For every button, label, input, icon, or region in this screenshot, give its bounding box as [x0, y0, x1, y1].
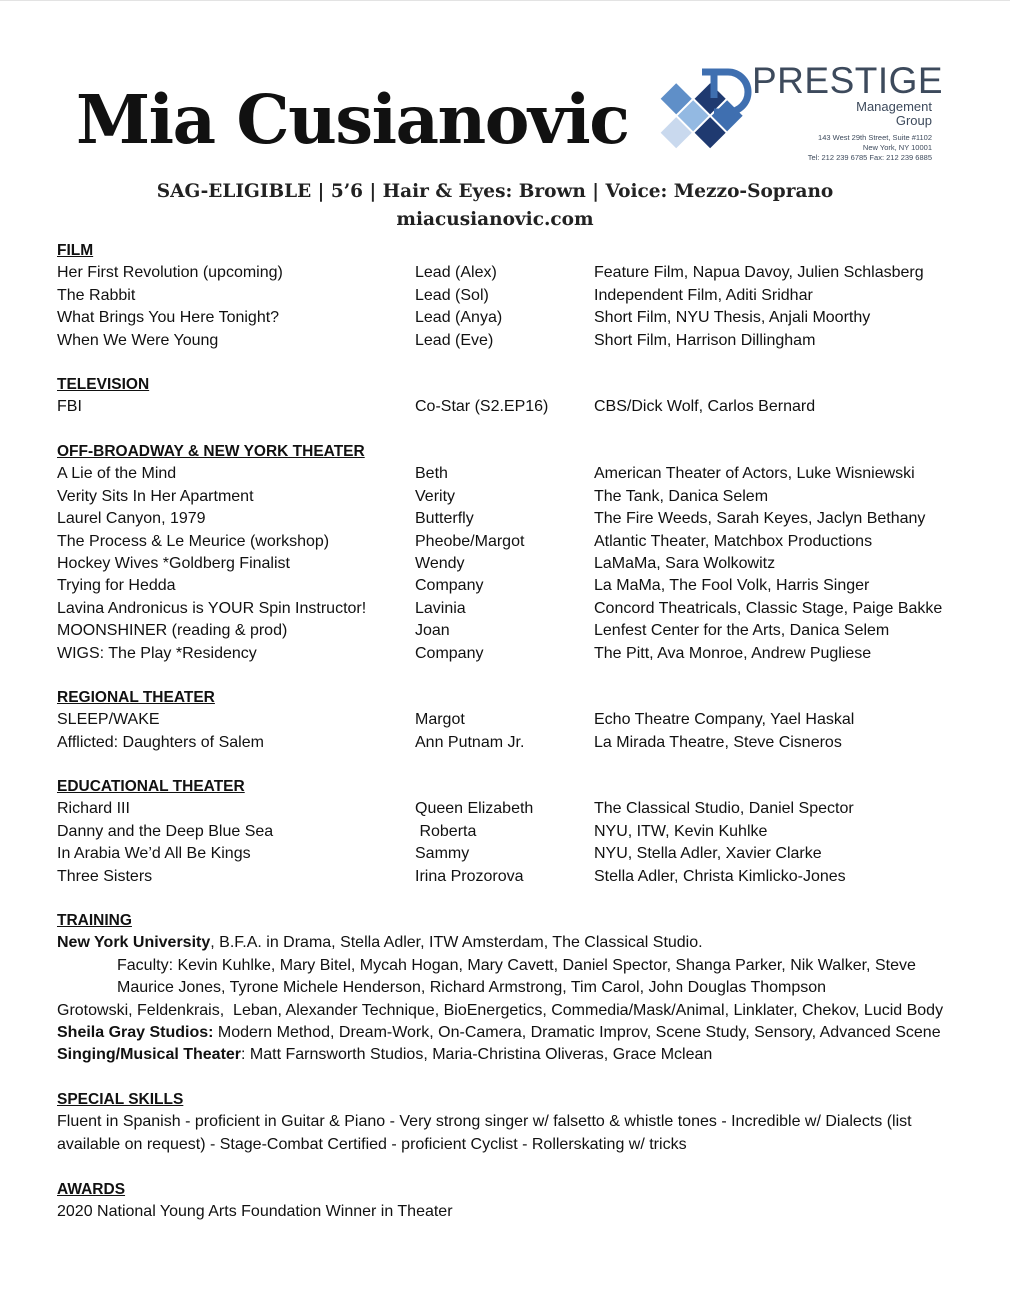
section-heading: SPECIAL SKILLS: [57, 1091, 184, 1108]
credit-row: [57, 285, 957, 307]
actor-name: Mia Cusianovic: [76, 80, 629, 159]
training-singing-label: Singing/Musical Theater: [57, 1046, 242, 1064]
credit-title: Afflicted: Daughters of Salem: [57, 733, 264, 751]
credit-info: American Theater of Actors, Luke Wisniewski: [594, 465, 915, 483]
training-section: [57, 910, 957, 1067]
credit-title: Her First Revolution (upcoming): [57, 264, 283, 282]
credit-role: Lead (Alex): [415, 264, 497, 282]
actor-stats: SAG-ELIGIBLE | 5’6 | Hair & Eyes: Brown | Voice: Mezzo-Soprano: [156, 181, 834, 202]
credit-role: Pheobe/Margot: [415, 532, 525, 550]
credit-role: Lead (Sol): [415, 286, 489, 304]
credit-row: [57, 463, 957, 485]
agency-line2: Group: [895, 113, 932, 128]
section-heading: TELEVISION: [57, 376, 150, 393]
training-methods: Grotowski, Feldenkrais, Leban, Alexander Technique, BioEnergetics, Commedia/Mask/Animal, Linklater, Chekov, Lucid Body: [57, 1001, 944, 1019]
training-sheila: [57, 1022, 957, 1044]
credit-row: [57, 643, 957, 665]
credit-role: Co-Star (S2.EP16): [415, 398, 549, 416]
credit-title: Trying for Hedda: [57, 577, 176, 595]
credit-role: Company: [415, 577, 484, 595]
credit-row: [57, 798, 957, 820]
television-section: [57, 374, 957, 419]
credit-role: Wendy: [415, 554, 465, 572]
awards-section: [57, 1179, 957, 1224]
credit-title: The Process & Le Meurice (workshop): [57, 532, 330, 550]
credit-row: [57, 843, 957, 865]
agency-address1: 143 West 29th Street, Suite #1102: [818, 133, 932, 142]
credit-info: CBS/Dick Wolf, Carlos Bernard: [594, 398, 816, 416]
credit-info: NYU, Stella Adler, Xavier Clarke: [594, 845, 822, 863]
section-heading: OFF-BROADWAY & NEW YORK THEATER: [57, 443, 365, 460]
credit-row: [57, 508, 957, 530]
credit-role: Lead (Anya): [415, 309, 503, 327]
training-sheila-text: Modern Method, Dream-Work, On-Camera, Dramatic Improv, Scene Study, Sensory, Advanced Scene: [213, 1024, 941, 1042]
credit-info: Independent Film, Aditi Sridhar: [594, 286, 813, 304]
credit-row: [57, 821, 957, 843]
credit-row: [57, 709, 957, 731]
credit-title: Verity Sits In Her Apartment: [57, 487, 254, 505]
credit-row: [57, 866, 957, 888]
credit-row: [57, 620, 957, 642]
credit-info: The Tank, Danica Selem: [594, 487, 769, 505]
credit-info: La MaMa, The Fool Volk, Harris Singer: [594, 577, 870, 595]
section-heading: TRAINING: [57, 912, 132, 929]
credit-title: The Rabbit: [57, 286, 136, 304]
credit-info: The Fire Weeds, Sarah Keyes, Jaclyn Bethany: [594, 510, 926, 528]
credit-role: Ann Putnam Jr.: [415, 733, 525, 751]
credit-row: [57, 396, 957, 418]
training-singing-text: : Matt Farnsworth Studios, Maria-Christina Oliveras, Grace Mclean: [241, 1046, 713, 1064]
awards-text: 2020 National Young Arts Foundation Winner in Theater: [57, 1203, 453, 1221]
educational-section: [57, 776, 957, 888]
credit-title: A Lie of the Mind: [57, 465, 177, 483]
regional-section: [57, 687, 957, 754]
credit-role: Irina Prozorova: [415, 867, 524, 885]
credit-row: [57, 553, 957, 575]
training-faculty-1: Faculty: Kevin Kuhlke, Mary Bitel, Mycah Hogan, Mary Cavett, Daniel Spector, Shanga Parker, Nik Walker, Steve: [117, 956, 916, 974]
credit-info: Atlantic Theater, Matchbox Productions: [594, 532, 873, 550]
credit-role: Verity: [415, 487, 456, 505]
credit-title: In Arabia We’d All Be Kings: [57, 845, 251, 863]
training-faculty-2: Maurice Jones, Tyrone Michele Henderson, Richard Armstrong, Tim Carol, John Douglas Thompson: [117, 979, 827, 997]
agency-block: [752, 60, 944, 163]
credit-info: Concord Theatricals, Classic Stage, Paige Bakke: [594, 599, 943, 617]
agency-line1: Management: [856, 99, 932, 114]
credit-title: Three Sisters: [57, 867, 153, 885]
agency-name: PRESTIGE: [752, 60, 944, 101]
credit-info: Lenfest Center for the Arts, Danica Selem: [594, 622, 890, 640]
training-nyu-text: , B.F.A. in Drama, Stella Adler, ITW Amsterdam, The Classical Studio.: [210, 934, 703, 952]
credit-role: Company: [415, 644, 484, 662]
credit-info: The Classical Studio, Daniel Spector: [594, 800, 854, 818]
credit-role: Butterfly: [415, 510, 474, 528]
credit-row: [57, 307, 957, 329]
film-section: [57, 240, 957, 352]
credit-row: [57, 598, 957, 620]
credit-role: Lavinia: [415, 599, 466, 617]
credit-info: LaMaMa, Sara Wolkowitz: [594, 554, 776, 572]
credit-row: [57, 575, 957, 597]
credit-row: [57, 732, 957, 754]
skills-section: [57, 1089, 957, 1156]
credit-info: Echo Theatre Company, Yael Haskal: [594, 711, 855, 729]
actor-website: miacusianovic.com: [396, 209, 594, 230]
credit-title: Lavina Andronicus is YOUR Spin Instructor!: [57, 599, 367, 617]
section-heading: AWARDS: [57, 1181, 126, 1198]
training-sheila-label: Sheila Gray Studios:: [57, 1024, 214, 1042]
page-top-border: [0, 0, 1010, 1]
credit-role: Beth: [415, 465, 448, 483]
credit-role: Joan: [415, 622, 450, 640]
credit-role: Sammy: [415, 845, 470, 863]
credit-title: Hockey Wives *Goldberg Finalist: [57, 554, 290, 572]
section-heading: EDUCATIONAL THEATER: [57, 778, 245, 795]
credit-row: [57, 531, 957, 553]
credit-title: Laurel Canyon, 1979: [57, 510, 206, 528]
credit-role: Queen Elizabeth: [415, 800, 534, 818]
credit-info: Short Film, NYU Thesis, Anjali Moorthy: [594, 309, 871, 327]
section-heading: FILM: [57, 242, 94, 259]
credit-title: MOONSHINER (reading & prod): [57, 622, 288, 640]
credit-info: La Mirada Theatre, Steve Cisneros: [594, 733, 842, 751]
credit-row: [57, 330, 957, 352]
agency-address2: New York, NY 10001: [862, 143, 932, 152]
training-nyu-label: New York University: [57, 934, 211, 952]
training-nyu: [57, 932, 957, 954]
credit-info: The Pitt, Ava Monroe, Andrew Pugliese: [594, 644, 872, 662]
credit-title: FBI: [57, 398, 82, 416]
credit-role: Roberta: [415, 822, 477, 840]
section-heading: REGIONAL THEATER: [57, 689, 215, 706]
credit-title: What Brings You Here Tonight?: [57, 309, 280, 327]
credit-info: Short Film, Harrison Dillingham: [594, 331, 816, 349]
credit-title: SLEEP/WAKE: [57, 711, 160, 729]
prestige-logo-icon: [640, 64, 752, 176]
credit-row: [57, 262, 957, 284]
agency-phone: Tel: 212 239 6785 Fax: 212 239 6885: [807, 153, 932, 162]
credit-info: NYU, ITW, Kevin Kuhlke: [594, 822, 768, 840]
credit-role: Margot: [415, 711, 465, 729]
skills-text: Fluent in Spanish - proficient in Guitar & Piano - Very strong singer w/ falsetto & whistle tones - Incredible w/ Dialects (list available on request) - Stage-Combat Certified - proficient Cyclist - Rollerskating w/ tricks: [57, 1113, 912, 1153]
credit-title: Danny and the Deep Blue Sea: [57, 822, 274, 840]
credit-row: [57, 486, 957, 508]
credit-info: Stella Adler, Christa Kimlicko-Jones: [594, 867, 846, 885]
training-singing: [57, 1044, 957, 1066]
credit-title: Richard III: [57, 800, 130, 818]
credit-title: When We Were Young: [57, 331, 219, 349]
offbroadway-section: [57, 441, 957, 665]
credit-info: Feature Film, Napua Davoy, Julien Schlasberg: [594, 264, 924, 282]
credit-title: WIGS: The Play *Residency: [57, 644, 257, 662]
credit-role: Lead (Eve): [415, 331, 494, 349]
